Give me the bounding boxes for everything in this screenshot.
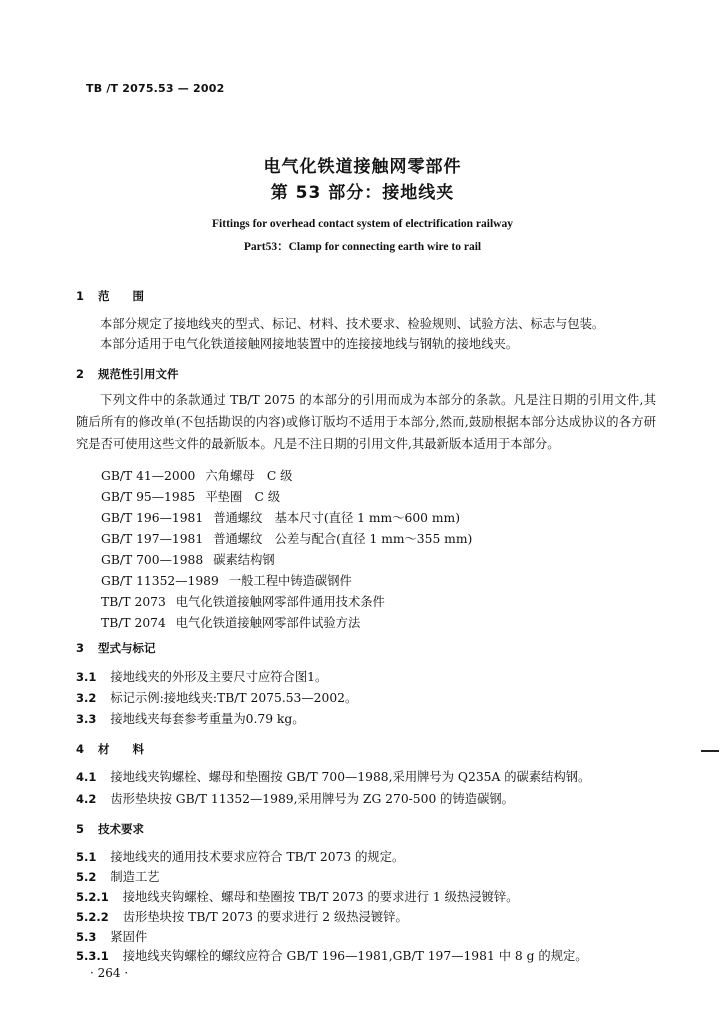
clause-5-2: 5.2 制造工艺 — [76, 870, 160, 884]
section-1-heading — [76, 288, 144, 304]
section-2-heading — [76, 366, 179, 382]
section-3-number: 3 — [76, 641, 85, 655]
clause-5-3: 5.3 紧固件 — [76, 930, 148, 944]
scan-edge-mark — [701, 750, 719, 752]
reference-item: GB/T 700—1988 碳素结构钢 — [101, 553, 275, 567]
clause-4-2: 4.2 齿形垫块按 GB/T 11352—1989,采用牌号为 ZG 270-500 的铸造碳钢。 — [76, 792, 514, 806]
section-4-heading — [76, 741, 144, 757]
reference-item: GB/T 95—1985 平垫圈 C 级 — [101, 490, 281, 504]
reference-item: GB/T 11352—1989 一般工程中铸造碳钢件 — [101, 574, 352, 588]
clause-5-2-1: 5.2.1 接地线夹钩螺栓、螺母和垫圈按 TB/T 2073 的要求进行 1 级热浸镀锌。 — [76, 890, 519, 904]
section-5-number: 5 — [76, 822, 85, 836]
reference-item: GB/T 196—1981 普通螺纹 基本尺寸(直径 1 mm～600 mm) — [101, 511, 461, 525]
section-2-paragraph: 下列文件中的条款通过 TB/T 2075 的本部分的引用而成为本部分的条款。凡是注日期的引用文件,其随后所有的修改单(不包括勘误的内容)或修订版均不适用于本部分,然而,鼓励根据本部分达成协议的各方研究是否可使用这些文件的最新版本。凡是不注日期的引用文件,其最新版本适用于本部分。 — [76, 393, 656, 451]
clause-5-3-1: 5.3.1 接地线夹钩螺栓的螺纹应符合 GB/T 196—1981,GB/T 197—1981 中 8 g 的规定。 — [76, 949, 588, 963]
reference-item: TB/T 2073 电气化铁道接触网零部件通用技术条件 — [101, 595, 385, 609]
section-1-title: 范 围 — [98, 289, 144, 303]
section-3-heading — [76, 640, 156, 656]
title-cn-main: 电气化铁道接触网零部件 — [263, 157, 462, 177]
section-1-number: 1 — [76, 289, 85, 303]
reference-item: GB/T 41—2000 六角螺母 C 级 — [101, 469, 293, 483]
clause-5-1: 5.1 接地线夹的通用技术要求应符合 TB/T 2073 的规定。 — [76, 850, 405, 864]
clause-5-2-2: 5.2.2 齿形垫块按 TB/T 2073 的要求进行 2 级热浸镀锌。 — [76, 910, 408, 924]
standard-code-header: TB /T 2075.53 — 2002 — [86, 82, 225, 95]
section-1-paragraph-1: 本部分规定了接地线夹的型式、标记、材料、技术要求、检验规则、试验方法、标志与包装。 — [100, 317, 605, 331]
clause-3-2: 3.2 标记示例:接地线夹:TB/T 2075.53—2002。 — [76, 691, 358, 705]
page-number: · 264 · — [90, 966, 129, 980]
section-2-number: 2 — [76, 367, 85, 381]
reference-item: TB/T 2074 电气化铁道接触网零部件试验方法 — [101, 616, 361, 630]
normative-reference-list — [101, 466, 472, 634]
title-en-sub: Part53：Clamp for connecting earth wire to rail — [243, 241, 482, 253]
section-3-title: 型式与标记 — [98, 641, 156, 655]
clause-3-1: 3.1 接地线夹的外形及主要尺寸应符合图1。 — [76, 670, 328, 684]
section-5-title: 技术要求 — [98, 822, 144, 836]
reference-item: GB/T 197—1981 普通螺纹 公差与配合(直径 1 mm～355 mm) — [101, 532, 473, 546]
section-5-heading — [76, 821, 144, 837]
section-2-title: 规范性引用文件 — [98, 367, 179, 381]
title-en-main: Fittings for overhead contact system of electrification railway — [212, 218, 513, 230]
section-1-paragraph-2: 本部分适用于电气化铁道接触网接地装置中的连接接地线与钢轨的接地线夹。 — [100, 337, 519, 351]
clause-3-3: 3.3 接地线夹每套参考重量为0.79 kg。 — [76, 712, 305, 726]
section-4-number: 4 — [76, 742, 85, 756]
section-4-title: 材 料 — [98, 742, 144, 756]
title-cn-sub: 第 53 部分：接地线夹 — [270, 183, 455, 203]
clause-4-1: 4.1 接地线夹钩螺栓、螺母和垫圈按 GB/T 700—1988,采用牌号为 Q235A 的碳素结构钢。 — [76, 770, 591, 784]
